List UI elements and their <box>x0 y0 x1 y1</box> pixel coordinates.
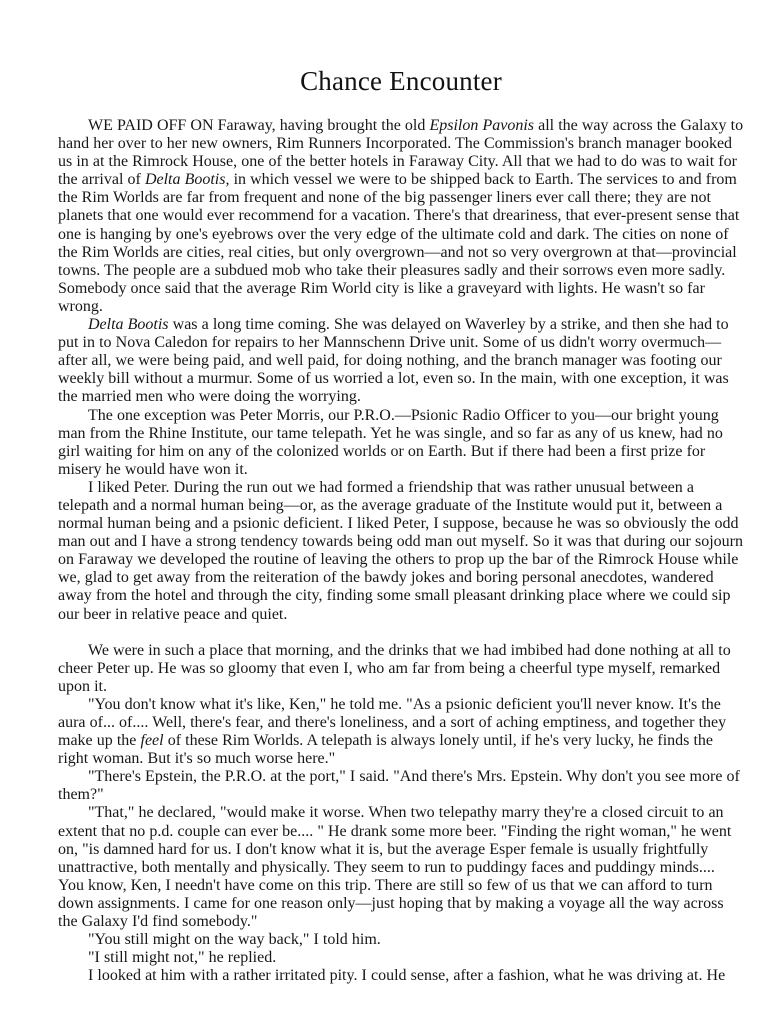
ship-name-italic: Delta Bootis <box>88 316 169 334</box>
text-segment: The one exception was Peter Morris, our P.R.O.—Psionic Radio Officer to you—our bright young man from the Rhine Institute, our tame telepath. Yet he was single, and so far as any of us knew, had no girl waiting for him on any of the colonized worlds or on Earth. But if there had been a first prize for misery he would have won it. <box>58 406 723 478</box>
story-paragraph <box>58 804 744 931</box>
story-paragraph <box>58 768 744 804</box>
story-paragraph <box>58 407 744 479</box>
text-segment: We were in such a place that morning, and the drinks that we had imbibed had done nothing at all to cheer Peter up. He was so gloomy that even I, who am far from being a cheerful type myself, remarked upon it. <box>58 641 731 695</box>
text-segment: was a long time coming. She was delayed on Waverley by a strike, and then she had to put in to Nova Caledon for repairs to her Mannschenn Drive unit. Some of us didn't worry overmuch—after all, we were being paid, and well paid, for doing nothing, and the branch manager was footing our weekly bill without a murmur. Some of us worried a lot, even so. In the main, with one exception, it was the married men who were doing the worrying. <box>58 316 729 406</box>
story-paragraph <box>58 316 744 406</box>
story-paragraph <box>58 696 744 768</box>
document-title: Chance Encounter <box>300 66 502 96</box>
text-segment: "There's Epstein, the P.R.O. at the port," I said. "And there's Mrs. Epstein. Why don't you see more of them?" <box>58 768 740 804</box>
text-segment: "You still might on the way back," I told him. <box>88 931 381 949</box>
story-paragraph <box>58 931 744 949</box>
text-segment: of these Rim Worlds. A telepath is always lonely until, if he's very lucky, he finds the right woman. But it's so much worse here." <box>58 732 714 768</box>
text-segment: "That," he declared, "would make it worse. When two telepathy marry they're a closed circuit to an extent that no p.d. couple can ever be.... " He drank some more beer. "Finding the right woman," he went on, "is damned hard for us. I don't know what it is, but the average Esper female is usually frightfully unattractive, both mentally and physically. They seem to run to puddingy faces and puddingy minds.... You know, Ken, I needn't have come on this trip. There are still so few of us that we can afford to turn down assignments. I came for one reason only—just hoping that by making a voyage all the way across the Galaxy I'd find somebody." <box>58 804 732 931</box>
emphasis-italic: feel <box>140 732 164 750</box>
ship-name-italic: Delta Bootis, <box>144 171 230 189</box>
story-paragraph <box>58 967 744 985</box>
story-paragraph <box>58 949 744 967</box>
text-segment: WE PAID OFF ON Faraway, having brought the old <box>88 117 430 134</box>
text-segment: "You don't know what it's like, Ken," he told me. "As a psionic deficient you'll never know. It's the aura of... of.... Well, there's fear, and there's loneliness, and a sort of aching emptiness, and together they make up the <box>58 695 727 750</box>
story-paragraph <box>58 117 744 316</box>
ship-name-italic: Epsilon Pavonis <box>429 117 535 134</box>
story-paragraph <box>58 642 744 696</box>
text-segment: in which vessel we were to be shipped back to Earth. The services to and from the Rim Worlds are far from frequent and none of the big passenger liners ever call there; they are not planets that one would ever recommend for a vacation. There's that dreariness, that ever-present sense that one is hanging by one's eyebrows over the very edge of the ultimate cold and dark. The cities on none of the Rim Worlds are cities, real cities, but only overgrown—and not so very overgrown at that—provincial towns. The people are a subdued mob who take their pleasures sadly and their sorrows even more sadly. Somebody once said that the average Rim World city is like a graveyard with lights. He wasn't so far wrong. <box>58 171 740 315</box>
text-segment: I looked at him with a rather irritated pity. I could sense, after a fashion, what he was driving at. He <box>88 967 726 985</box>
text-segment: all the way across the Galaxy to hand her over to her new owners, Rim Runners Incorporated. The Commission's branch manager booked us in at the Rimrock House, one of the better hotels in Faraway City. All that we had to do was to wait for the arrival of <box>58 117 744 189</box>
story-paragraph <box>58 479 744 624</box>
text-segment: "I still might not," he replied. <box>88 949 277 967</box>
text-segment: I liked Peter. During the run out we had formed a friendship that was rather unusual between a telepath and a normal human being—or, as the average graduate of the Institute would put it, between a normal human being and a psionic deficient. I liked Peter, I suppose, because he was so obviously the odd man out and I have a strong tendency towards being odd man out myself. So it was that during our sojourn on Faraway we developed the routine of leaving the others to prop up the bar of the Rimrock House while we, glad to get away from the reiteration of the bawdy jokes and boring personal anecdotes, wandered away from the hotel and through the city, finding some small pleasant drinking place where we could sip our beer in relative peace and quiet. <box>58 478 743 623</box>
